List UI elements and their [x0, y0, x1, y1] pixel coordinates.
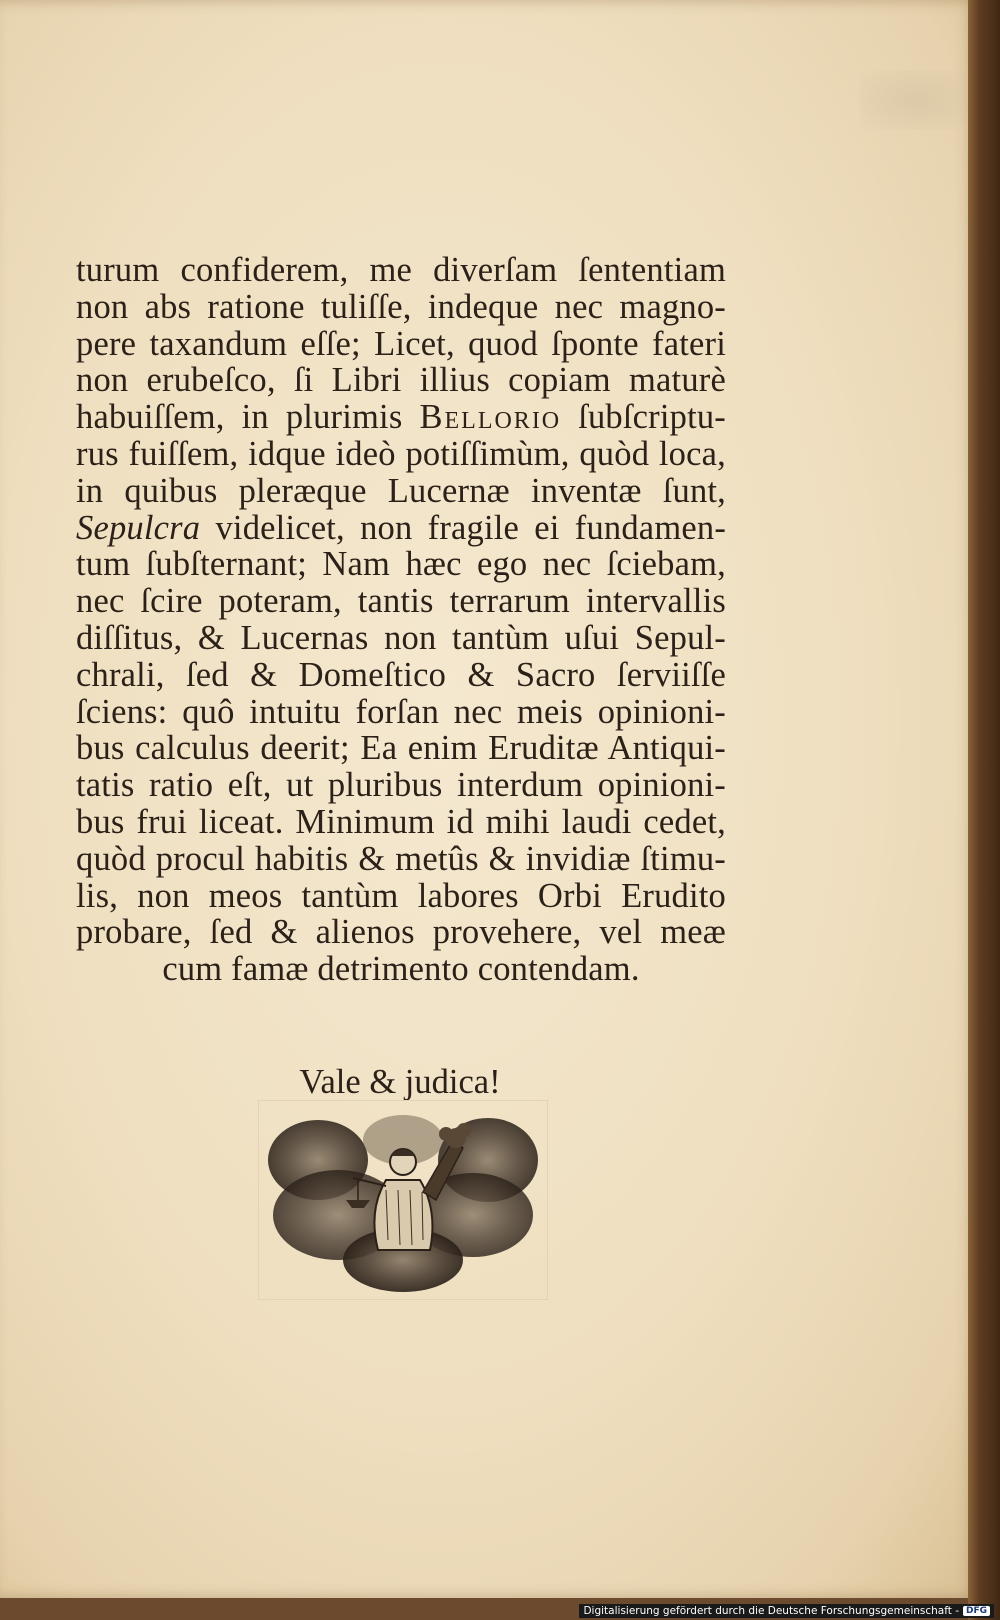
text-line: bus calculus deerit; Ea enim Eruditæ Antiqui- [76, 729, 726, 768]
text-line: non erubeſco, ſi Libri illius copiam maturè [76, 361, 726, 400]
text-line: probare, ſed & alienos provehere, vel meæ [76, 913, 726, 952]
text-line: quòd procul habitis & metûs & invidiæ ſtimu- [76, 839, 726, 878]
text-line: nec ſcire poteram, tantis terrarum intervallis [76, 582, 726, 621]
italic-word-sepulcra: Sepulcra [76, 508, 201, 547]
text-line: tatis ratio eſt, ut pluribus interdum opinioni- [76, 766, 726, 805]
text-line-last: cum famæ detrimento contendam. [162, 950, 640, 989]
text-line: pere taxandum eſſe; Licet, quod ſponte fateri [76, 324, 726, 363]
text-line: turum confiderem, me diverſam ſententiam [76, 251, 726, 289]
text-line-end: ſubſcriptu- [578, 398, 726, 437]
author-name-bellorio: Bellorio [419, 398, 562, 437]
text-line: lis, non meos tantùm labores Orbi Erudito [76, 876, 726, 915]
credit-text: Digitalisierung gefördert durch die Deutsche Forschungsgemeinschaft - [583, 1605, 959, 1617]
justice-vignette-icon [258, 1100, 548, 1300]
text-line: rus fuiſſem, idque ideò potiſſimùm, quòd loca, [76, 434, 726, 473]
text-line: tum ſubſternant; Nam hæc ego nec ſciebam, [76, 545, 726, 584]
text-line-end: videlicet, non fragile ei fundamen- [215, 508, 727, 547]
closing-line: Vale & judica! [299, 1063, 501, 1101]
body-text [76, 252, 726, 988]
text-line: chrali, ſed & Domeſtico & Sacro ſerviiſſe [76, 655, 726, 694]
text-line: ſciens: quô intuitu forſan nec meis opinioni- [76, 692, 726, 731]
dfg-logo: DFG [963, 1606, 990, 1616]
text-line-with-name [76, 399, 726, 436]
text-line: in quibus pleræque Lucernæ inventæ ſunt, [76, 471, 726, 510]
book-binding-edge [968, 0, 1000, 1620]
text-line-start: habuiſſem, in plurimis [76, 398, 403, 437]
paper-stain [860, 70, 970, 130]
text-line: diſſitus, & Lucernas non tantùm uſui Sepul- [76, 618, 726, 657]
text-line: bus frui liceat. Minimum id mihi laudi cedet, [76, 802, 726, 841]
text-line: non abs ratione tuliſſe, indeque nec magno- [76, 287, 726, 326]
text-line-with-italic [76, 510, 726, 547]
digitization-credit [579, 1604, 994, 1618]
